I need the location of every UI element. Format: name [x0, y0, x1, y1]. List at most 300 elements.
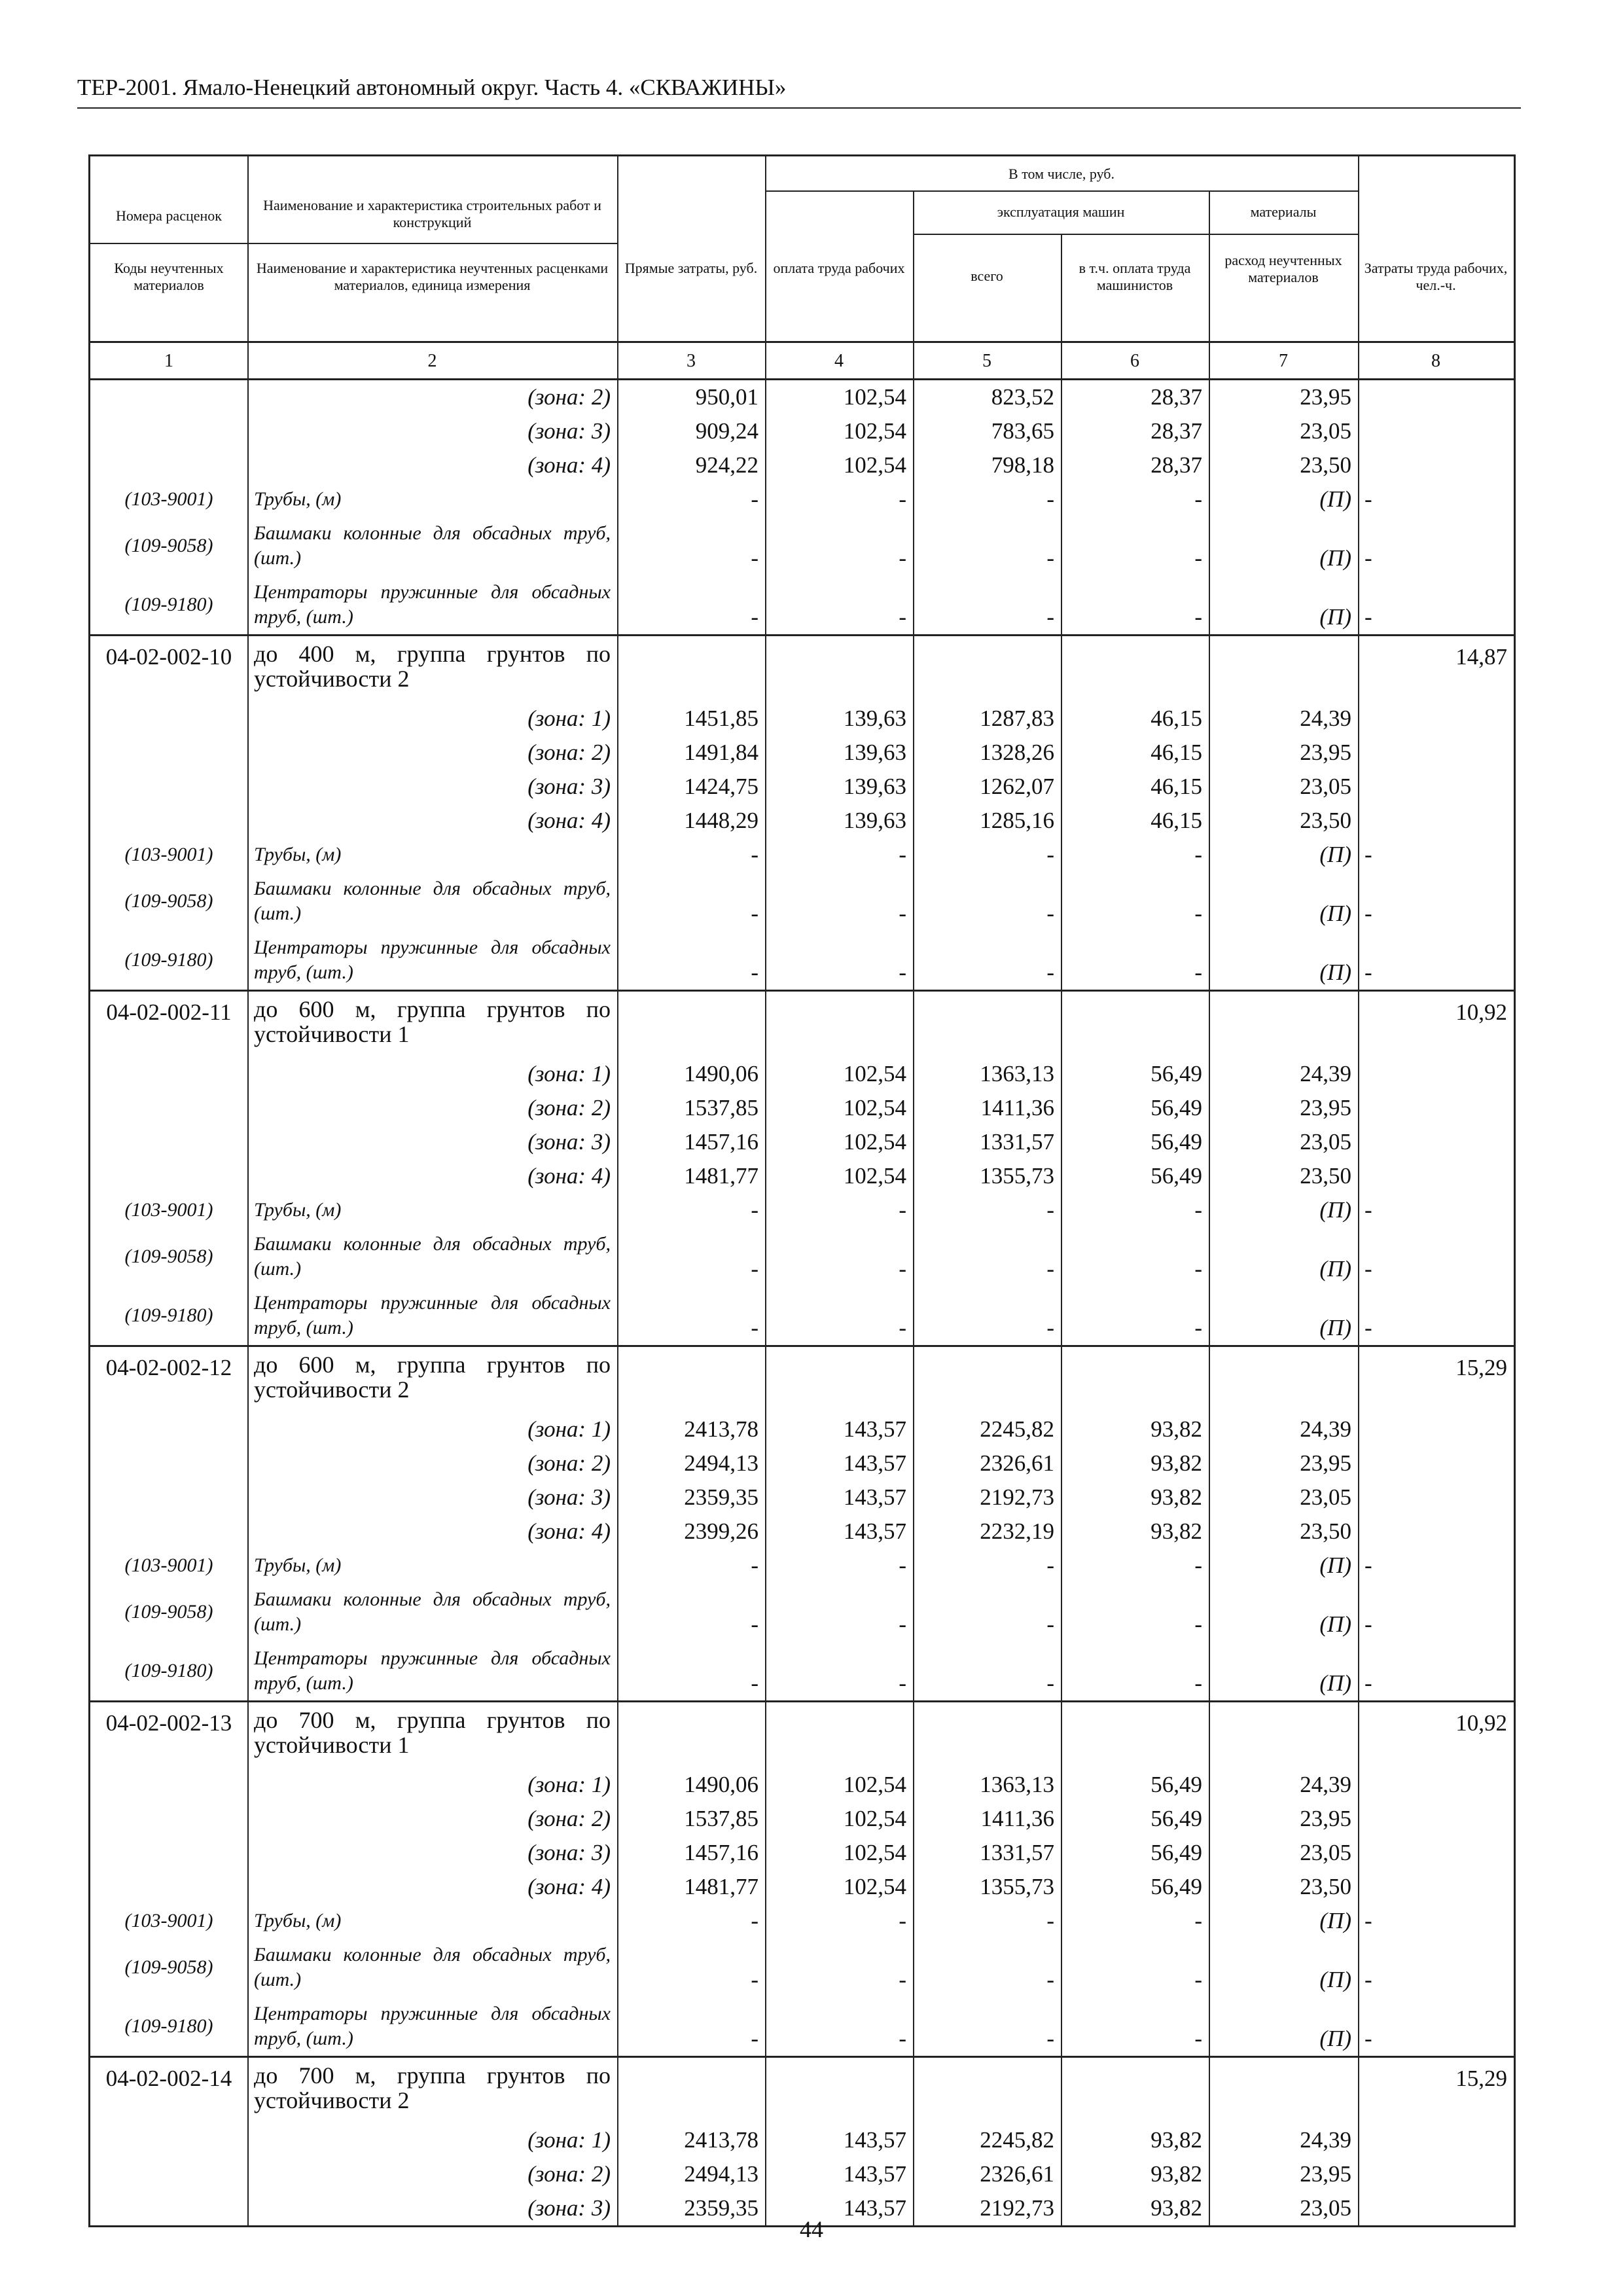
machinist-wage: 93,82: [1150, 1416, 1202, 1442]
col-machines-total-header: всего: [971, 268, 1003, 284]
direct-cost: 1491,84: [684, 740, 758, 765]
table-row: [90, 1938, 1514, 1997]
material-usage-value: (П): [1319, 1670, 1351, 1696]
material-name: Башмаки колонные для обсадных труб, (шт.): [254, 1588, 611, 1635]
machinist-wage: 46,15: [1150, 808, 1202, 833]
dash-value: -: [1046, 1315, 1054, 1340]
material-name: Центраторы пружинные для обсадных труб, (шт.): [254, 2003, 611, 2049]
dash-value: -: [1364, 1967, 1372, 1992]
machines-total: 2245,82: [980, 1416, 1054, 1442]
dash-value: -: [1194, 1611, 1202, 1637]
grid-line: [247, 636, 249, 990]
machinist-wage: 46,15: [1150, 774, 1202, 799]
dash-value: -: [1364, 1197, 1372, 1223]
dash-value: -: [1194, 545, 1202, 571]
direct-cost: 1424,75: [684, 774, 758, 799]
grid-line: [1358, 1347, 1359, 1700]
dash-value: -: [1364, 1256, 1372, 1282]
dash-value: -: [1364, 960, 1372, 985]
table-row: [90, 992, 1514, 1057]
rate-section: [90, 2058, 1514, 2225]
direct-cost: 2399,26: [684, 1518, 758, 1544]
machines-total: 1411,36: [980, 1095, 1054, 1121]
dash-value: -: [1046, 486, 1054, 512]
grid-line: [617, 2058, 618, 2225]
direct-cost: 1457,16: [684, 1840, 758, 1865]
table-row: [90, 380, 1514, 414]
labor-value: 10,92: [1455, 999, 1507, 1025]
dash-value: -: [1364, 1315, 1372, 1340]
materials-value: 23,50: [1300, 452, 1351, 478]
grid-line: [247, 992, 249, 1345]
direct-cost: 1481,77: [684, 1163, 758, 1189]
grid-line: [913, 1702, 914, 2056]
material-usage-value: (П): [1319, 1256, 1351, 1282]
rate-section: [90, 1702, 1514, 2058]
machines-total: 2192,73: [980, 2195, 1054, 2221]
material-name: Башмаки колонные для обсадных труб, (шт.): [254, 1944, 611, 1990]
machinist-wage: 28,37: [1150, 452, 1202, 478]
dash-value: -: [1046, 604, 1054, 630]
machinist-wage: 56,49: [1150, 1129, 1202, 1155]
table-row: [90, 516, 1514, 575]
zone-label: (зона: 1): [527, 1416, 611, 1442]
dash-value: -: [1046, 1197, 1054, 1223]
material-name: Трубы, (м): [254, 488, 342, 510]
machines-total: 1355,73: [980, 1874, 1054, 1899]
material-code: (109-9180): [124, 1304, 213, 1326]
col-material-name-header: Наименование и характеристика неучтенных расценками материалов, единица измерения: [256, 260, 609, 293]
materials-value: 23,50: [1300, 1518, 1351, 1544]
table-head: [90, 154, 1514, 343]
table-row: [90, 1583, 1514, 1641]
dash-value: -: [751, 2026, 758, 2051]
material-usage-value: (П): [1319, 1552, 1351, 1578]
table-row: [90, 1057, 1514, 1091]
grid-line: [1209, 2058, 1210, 2225]
worker-wage: 139,63: [843, 740, 906, 765]
table-row: [90, 1549, 1514, 1583]
dash-value: -: [751, 1908, 758, 1933]
material-name: Башмаки колонные для обсадных труб, (шт.): [254, 522, 611, 569]
table-row: [90, 575, 1514, 634]
machinist-wage: 93,82: [1150, 2127, 1202, 2153]
material-usage-value: (П): [1319, 1908, 1351, 1933]
material-code: (109-9058): [124, 1956, 213, 1978]
machinist-wage: 56,49: [1150, 1840, 1202, 1865]
direct-cost: 1448,29: [684, 808, 758, 833]
material-usage-value: (П): [1319, 960, 1351, 985]
machinist-wage: 93,82: [1150, 2161, 1202, 2187]
worker-wage: 102,54: [843, 1840, 906, 1865]
rate-code: 04-02-002-14: [105, 2066, 232, 2091]
grid-line: [1358, 380, 1359, 634]
worker-wage: 143,57: [843, 2195, 906, 2221]
machinist-wage: 28,37: [1150, 418, 1202, 444]
worker-wage: 139,63: [843, 706, 906, 731]
table-row: [90, 770, 1514, 804]
materials-value: 23,95: [1300, 740, 1351, 765]
dash-value: -: [899, 901, 906, 926]
dash-value: -: [1194, 842, 1202, 867]
dash-value: -: [899, 545, 906, 571]
dash-value: -: [751, 1256, 758, 1282]
grid-line: [1209, 380, 1210, 634]
col-group-header: В том числе, руб.: [1008, 166, 1115, 182]
machines-total: 2232,19: [980, 1518, 1054, 1544]
machines-total: 1411,36: [980, 1806, 1054, 1831]
worker-wage: 102,54: [843, 1806, 906, 1831]
table-row: [90, 931, 1514, 990]
grid-line: [1061, 1347, 1062, 1700]
machines-total: 1328,26: [980, 740, 1054, 765]
machinist-wage: 46,15: [1150, 706, 1202, 731]
table-row: [90, 482, 1514, 516]
material-code: (109-9058): [124, 535, 213, 556]
table-row: [90, 1997, 1514, 2056]
grid-line: [913, 992, 914, 1345]
machines-total: 2326,61: [980, 1450, 1054, 1476]
worker-wage: 102,54: [843, 1874, 906, 1899]
machinist-wage: 56,49: [1150, 1772, 1202, 1797]
materials-value: 23,05: [1300, 418, 1351, 444]
direct-cost: 2359,35: [684, 2195, 758, 2221]
grid-line: [1358, 636, 1359, 990]
dash-value: -: [1046, 1256, 1054, 1282]
dash-value: -: [1046, 2026, 1054, 2051]
materials-value: 23,50: [1300, 1874, 1351, 1899]
materials-value: 23,95: [1300, 384, 1351, 410]
dash-value: -: [899, 960, 906, 985]
direct-cost: 1537,85: [684, 1806, 758, 1831]
grid-line: [913, 636, 914, 990]
worker-wage: 102,54: [843, 1129, 906, 1155]
grid-line: [1209, 1347, 1210, 1700]
material-code: (103-9001): [124, 844, 213, 865]
material-code: (109-9058): [124, 890, 213, 912]
dash-value: -: [1194, 1670, 1202, 1696]
grid-line: [765, 380, 766, 634]
grid-line: [913, 1347, 914, 1700]
material-name: Трубы, (м): [254, 844, 342, 865]
work-title: до 600 м, группа грунтов по устойчивости 2: [254, 1352, 611, 1403]
material-usage-value: (П): [1319, 842, 1351, 867]
grid-line: [765, 2058, 766, 2225]
table-row: [90, 1347, 1514, 1412]
grid-line: [765, 1347, 766, 1700]
worker-wage: 143,57: [843, 2127, 906, 2153]
table-row: [90, 1904, 1514, 1938]
dash-value: -: [1046, 1967, 1054, 1992]
material-usage-value: (П): [1319, 1315, 1351, 1340]
grid-line: [1358, 1702, 1359, 2056]
dash-value: -: [899, 2026, 906, 2051]
worker-wage: 143,57: [843, 1518, 906, 1544]
grid-line: [247, 380, 249, 634]
grid-line: [617, 1347, 618, 1700]
dash-value: -: [899, 1197, 906, 1223]
table-row: [90, 838, 1514, 872]
table-row: [90, 1286, 1514, 1345]
material-usage-value: (П): [1319, 604, 1351, 630]
direct-cost: 2494,13: [684, 2161, 758, 2187]
col-machinist-wage-header: в т.ч. оплата труда машинистов: [1079, 260, 1191, 293]
dash-value: -: [1046, 901, 1054, 926]
worker-wage: 102,54: [843, 1163, 906, 1189]
table-row: [90, 2058, 1514, 2123]
table-row: [90, 702, 1514, 736]
rate-section: [90, 636, 1514, 992]
col-number: 5: [982, 351, 991, 371]
zone-label: (зона: 2): [527, 1095, 611, 1121]
materials-value: 24,39: [1300, 2127, 1351, 2153]
grid-line: [247, 1347, 249, 1700]
zone-label: (зона: 4): [527, 452, 611, 478]
dash-value: -: [1194, 1256, 1202, 1282]
material-usage-value: (П): [1319, 2026, 1351, 2051]
materials-value: 23,95: [1300, 1806, 1351, 1831]
worker-wage: 143,57: [843, 2161, 906, 2187]
direct-cost: 924,22: [695, 452, 758, 478]
zone-label: (зона: 4): [527, 808, 611, 833]
zone-label: (зона: 1): [527, 1061, 611, 1086]
dash-value: -: [899, 1256, 906, 1282]
materials-value: 23,50: [1300, 808, 1351, 833]
grid-line: [1061, 380, 1062, 634]
worker-wage: 102,54: [843, 452, 906, 478]
machines-total: 1285,16: [980, 808, 1054, 833]
machinist-wage: 93,82: [1150, 1484, 1202, 1510]
direct-cost: 2494,13: [684, 1450, 758, 1476]
dash-value: -: [1194, 2026, 1202, 2051]
dash-value: -: [899, 486, 906, 512]
grid-line: [617, 1702, 618, 2056]
machinist-wage: 56,49: [1150, 1163, 1202, 1189]
materials-value: 23,05: [1300, 2195, 1351, 2221]
col-materials-header: материалы: [1250, 204, 1317, 220]
material-code: (109-9180): [124, 1660, 213, 1681]
direct-cost: 2359,35: [684, 1484, 758, 1510]
material-code: (103-9001): [124, 1554, 213, 1576]
grid-line: [1209, 992, 1210, 1345]
material-usage-value: (П): [1319, 1611, 1351, 1637]
grid-line: [617, 992, 618, 1345]
table-row: [90, 1091, 1514, 1125]
rate-code: 04-02-002-11: [106, 999, 232, 1025]
material-code: (109-9180): [124, 2015, 213, 2037]
dash-value: -: [899, 1315, 906, 1340]
machines-total: 1287,83: [980, 706, 1054, 731]
materials-value: 23,05: [1300, 774, 1351, 799]
materials-value: 24,39: [1300, 706, 1351, 731]
grid-line: [1209, 1702, 1210, 2056]
table-row: [90, 1768, 1514, 1802]
direct-cost: 1537,85: [684, 1095, 758, 1121]
dash-value: -: [1364, 1611, 1372, 1637]
zone-label: (зона: 3): [527, 1484, 611, 1510]
table-row: [90, 448, 1514, 482]
material-name: Башмаки колонные для обсадных труб, (шт.): [254, 1233, 611, 1280]
dash-value: -: [1046, 545, 1054, 571]
dash-value: -: [1046, 960, 1054, 985]
worker-wage: 143,57: [843, 1416, 906, 1442]
grid-line: [247, 1702, 249, 2056]
zone-label: (зона: 3): [527, 1129, 611, 1155]
grid-line: [617, 380, 618, 634]
dash-value: -: [899, 1967, 906, 1992]
rate-section: [90, 992, 1514, 1347]
table-row: [90, 736, 1514, 770]
zone-label: (зона: 2): [527, 384, 611, 410]
dash-value: -: [899, 604, 906, 630]
material-code: (103-9001): [124, 1910, 213, 1931]
col-work-name-header: Наименование и характеристика строительных работ и конструкций: [263, 197, 601, 230]
zone-label: (зона: 1): [527, 2127, 611, 2153]
machinist-wage: 93,82: [1150, 1450, 1202, 1476]
grid-line: [1061, 636, 1062, 990]
dash-value: -: [899, 1611, 906, 1637]
table-row: [90, 414, 1514, 448]
machines-total: 2245,82: [980, 2127, 1054, 2153]
table-row: [90, 804, 1514, 838]
material-usage-value: (П): [1319, 545, 1351, 571]
col-machines-header: эксплуатация машин: [997, 204, 1125, 220]
direct-cost: 950,01: [695, 384, 758, 410]
rate-code: 04-02-002-13: [105, 1710, 232, 1736]
zone-label: (зона: 4): [527, 1163, 611, 1189]
worker-wage: 102,54: [843, 1095, 906, 1121]
zone-label: (зона: 3): [527, 774, 611, 799]
grid-line: [1061, 2058, 1062, 2225]
worker-wage: 139,63: [843, 808, 906, 833]
direct-cost: 2413,78: [684, 2127, 758, 2153]
materials-value: 23,05: [1300, 1129, 1351, 1155]
table-row: [90, 1193, 1514, 1227]
work-title: до 700 м, группа грунтов по устойчивости 1: [254, 1707, 611, 1758]
machinist-wage: 56,49: [1150, 1806, 1202, 1831]
dash-value: -: [1194, 486, 1202, 512]
materials-value: 23,05: [1300, 1484, 1351, 1510]
material-code: (103-9001): [124, 488, 213, 510]
worker-wage: 102,54: [843, 384, 906, 410]
grid-line: [1061, 1702, 1062, 2056]
materials-value: 24,39: [1300, 1772, 1351, 1797]
dash-value: -: [1046, 1552, 1054, 1578]
material-name: Трубы, (м): [254, 1910, 342, 1931]
grid-line: [765, 636, 766, 990]
table-row: [90, 2123, 1514, 2157]
dash-value: -: [1194, 960, 1202, 985]
grid-line: [1209, 636, 1210, 990]
materials-value: 23,95: [1300, 1095, 1351, 1121]
machines-total: 1363,13: [980, 1061, 1054, 1086]
zone-label: (зона: 2): [527, 740, 611, 765]
material-usage-value: (П): [1319, 1967, 1351, 1992]
direct-cost: 1490,06: [684, 1772, 758, 1797]
dash-value: -: [1046, 1670, 1054, 1696]
machines-total: 798,18: [991, 452, 1054, 478]
grid-line: [913, 2058, 914, 2225]
col-number: 4: [834, 351, 844, 371]
table-row: [90, 1702, 1514, 1768]
work-title: до 700 м, группа грунтов по устойчивости 2: [254, 2062, 611, 2113]
grid-line: [1061, 992, 1062, 1345]
work-title: до 600 м, группа грунтов по устойчивости 1: [254, 996, 611, 1047]
dash-value: -: [1194, 1552, 1202, 1578]
grid-line: [1358, 2058, 1359, 2225]
zone-label: (зона: 1): [527, 1772, 611, 1797]
machines-total: 2326,61: [980, 2161, 1054, 2187]
work-title: до 400 м, группа грунтов по устойчивости 2: [254, 641, 611, 692]
materials-value: 23,50: [1300, 1163, 1351, 1189]
dash-value: -: [1194, 1967, 1202, 1992]
machines-total: 1331,57: [980, 1129, 1054, 1155]
dash-value: -: [751, 486, 758, 512]
machines-total: 1331,57: [980, 1840, 1054, 1865]
zone-label: (зона: 2): [527, 2161, 611, 2187]
dash-value: -: [751, 1967, 758, 1992]
dash-value: -: [1364, 1552, 1372, 1578]
dash-value: -: [751, 1611, 758, 1637]
material-usage-value: (П): [1319, 901, 1351, 926]
table-row: [90, 636, 1514, 702]
worker-wage: 139,63: [843, 774, 906, 799]
dash-value: -: [751, 604, 758, 630]
table-row: [90, 1159, 1514, 1193]
machines-total: 1363,13: [980, 1772, 1054, 1797]
grid-line: [617, 636, 618, 990]
machines-total: 823,52: [991, 384, 1054, 410]
machines-total: 783,65: [991, 418, 1054, 444]
table-row: [90, 1125, 1514, 1159]
machines-total: 1355,73: [980, 1163, 1054, 1189]
dash-value: -: [751, 842, 758, 867]
labor-value: 15,29: [1455, 1355, 1507, 1380]
rate-section: [90, 380, 1514, 636]
material-code: (103-9001): [124, 1199, 213, 1221]
direct-cost: 909,24: [695, 418, 758, 444]
worker-wage: 143,57: [843, 1484, 906, 1510]
material-name: Центраторы пружинные для обсадных труб, (шт.): [254, 1292, 611, 1338]
zone-label: (зона: 2): [527, 1450, 611, 1476]
col-rate-number-header: Номера расценок: [116, 207, 222, 224]
dash-value: -: [899, 1552, 906, 1578]
col-material-usage-header: расход неучтенных материалов: [1224, 252, 1342, 285]
worker-wage: 102,54: [843, 1061, 906, 1086]
grid-line: [913, 380, 914, 634]
machinist-wage: 93,82: [1150, 2195, 1202, 2221]
table-row: [90, 1870, 1514, 1904]
dash-value: -: [1194, 901, 1202, 926]
dash-value: -: [899, 1670, 906, 1696]
materials-value: 24,39: [1300, 1416, 1351, 1442]
col-number: 3: [687, 351, 696, 371]
materials-value: 23,95: [1300, 2161, 1351, 2187]
direct-cost: 2413,78: [684, 1416, 758, 1442]
dash-value: -: [1046, 1908, 1054, 1933]
dash-value: -: [751, 901, 758, 926]
dash-value: -: [899, 842, 906, 867]
zone-label: (зона: 4): [527, 1518, 611, 1544]
machinist-wage: 93,82: [1150, 1518, 1202, 1544]
dash-value: -: [1364, 901, 1372, 926]
page-header: ТЕР-2001. Ямало-Ненецкий автономный округ. Часть 4. «СКВАЖИНЫ»: [77, 73, 1521, 109]
zone-label: (зона: 4): [527, 1874, 611, 1899]
dash-value: -: [1364, 2026, 1372, 2051]
material-code: (109-9058): [124, 1246, 213, 1267]
machines-total: 1262,07: [980, 774, 1054, 799]
page-number: 44: [800, 2216, 823, 2242]
